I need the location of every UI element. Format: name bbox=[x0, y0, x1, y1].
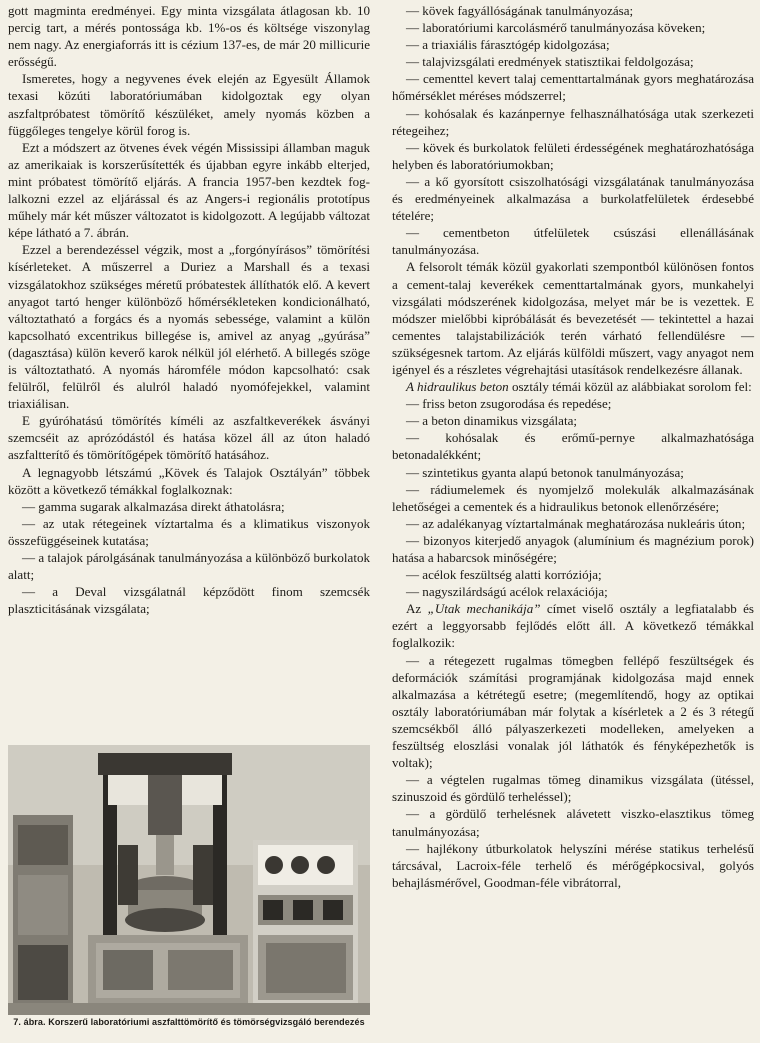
section-lead: „Utak mechanikája” bbox=[427, 601, 541, 617]
section-text: osztály témái közül az alábbiakat sorolom fel: bbox=[508, 379, 752, 395]
list-item: — a gördülő terhelésnek alávetett viszko-elasztikus tömeg tanulmányozása; bbox=[392, 806, 754, 839]
list-item: — kohósalak és kazánpernye felhasználhatósága utak szerkezeti rétegeihez; bbox=[392, 105, 754, 138]
section-utak-mechanikaja bbox=[392, 600, 754, 651]
list-item: — a kő gyorsított csiszolhatósági vizsgálatának tanulmányozása és eredményeinek alkalmazása a burkolatfelületek érdesebbé tételére; bbox=[392, 173, 754, 224]
figure-7-photo bbox=[8, 745, 370, 1015]
list-item: — laboratóriumi karcolásmérő tanulmányozása köveken; bbox=[406, 20, 706, 36]
section-text: címet viselő osztály a legfiatalabb és ezért a leggyorsabb fejlődés előtt áll. A következő témákkal foglalkozik: bbox=[392, 601, 754, 651]
section-lead: A hidraulikus beton bbox=[406, 379, 509, 395]
list-item: — az utak rétegeinek víztartalma és a klimatikus viszonyok összefüggéseinek kutatása; bbox=[8, 515, 370, 548]
list-item: — bizonyos kiterjedő anyagok (alumínium és magnézium porok) hatása a habarcsok minőségére; bbox=[392, 532, 754, 565]
list-item: — kövek fagyállóságának tanulmányozása; bbox=[406, 3, 634, 18]
list-item: — az adalékanyag víztartalmának meghatározása nukleáris úton; bbox=[406, 515, 746, 531]
paragraph-2: Ezt a módszert az ötvenes évek végén Mississipi államban maguk az amerikaiak is korszerűsítették és újabban egyre inkább elterjed, mint próbatest tömörítő eljárás. A francia 1957-ben kezdtek foglalkozni ezzel az eljárással és az Angers-i regionális prototípus műhely már két műszer változatot is kidolgozott. A legújabb változat képe látható a 7. ábrán. bbox=[8, 139, 370, 241]
paragraph-0: gott magminta eredményei. Egy minta vizsgálata átlagosan kb. 10 percig tart, a mérés pontossága kb. 1%-os és költsége viszonylag nem nagy. Az energiaforrás itt is cézium 137-es, de már 20 millicurie erősségű. bbox=[8, 3, 370, 70]
list-item: — a Deval vizsgálatnál képződött finom szemcsék plaszticitásának vizsgálata; bbox=[8, 584, 370, 617]
list-item: — a végtelen rugalmas tömeg dinamikus vizsgálata (ütéssel, szinuszoid és gördülő terheléssel); bbox=[392, 772, 754, 805]
laboratory-machine-photo-icon bbox=[8, 745, 370, 1015]
list-item: — kohósalak és erőmű-pernye alkalmazhatósága betonadalékként; bbox=[392, 430, 754, 463]
left-column bbox=[8, 2, 370, 617]
list-item: — a beton dinamikus vizsgálata; bbox=[406, 413, 578, 429]
list-item: — cementbeton útfelületek csúszási ellenállásának tanulmányozása. bbox=[392, 225, 754, 258]
paragraph-3: Ezzel a berendezéssel végzik, most a „forgónyírásos” tömörítési kísérleteket. A műszerrel a Duriez a Marshall és a texasi vizsgálatokhoz szükséges méretű próbatestek állíthatók elő. A kevert anyagot tartó henger különböző hőmérsékleteken kondicionálható, változtatható a forgács és a nyomás sebessége, valamint a külön kapcsolható excentrikus billegése is, amivel az anyag „gyúrása” (dagasztása) külön keverő karok nélkül jól elérhető. A billegés szöge is változtatható. A nyomás háromféle módon kapcsolható: csak felülről, felülről és alulról haladó nyomófejekkel, valamint triaxiálisan. bbox=[8, 242, 370, 412]
paragraph-1: Ismeretes, hogy a negyvenes évek elején az Egyesült Államok texasi közúti laboratóriumában kidolgoztak egy olyan aszfaltpróbatest tömörítő készüléket, amely nyomás közben a függőleges tengelye körül forog is. bbox=[8, 71, 370, 138]
list-item: — kövek és burkolatok felületi érdességének meghatározhatósága helyben és laboratóriumokban; bbox=[392, 139, 754, 172]
paragraph-4: E gyúróhatású tömörítés kíméli az aszfaltkeverékek ásványi szemcséit az aprózódástól és hatása közel áll az úton haladó aszfaltterítő és tömörítőgépek tömörítő hatásához. bbox=[8, 413, 370, 463]
list-item: — rádiumelemek és nyomjelző molekulák alkalmazásának lehetőségei a cementek és a hidraulikus betonok ellenőrzésére; bbox=[392, 481, 754, 514]
list-item: — a triaxiális fárasztógép kidolgozása; bbox=[406, 37, 610, 53]
list-item: — cementtel kevert talaj cementtartalmának gyors meghatározása hőmérséklet méréses módszerrel; bbox=[392, 71, 754, 104]
figure-caption: 7. ábra. Korszerű laboratóriumi aszfalttömörítő és tömörségvizsgáló berendezés bbox=[13, 1017, 365, 1027]
paragraph-5: A legnagyobb létszámú „Kövek és Talajok Osztályán” többek között a következő témákkal foglalkoznak: bbox=[8, 464, 370, 497]
list-item: — friss beton zsugorodása és repedése; bbox=[406, 396, 612, 412]
list-item: — a talajok párolgásának tanulmányozása a különböző burkolatok alatt; bbox=[8, 550, 370, 583]
section-hidraulikus-beton bbox=[392, 378, 754, 395]
list-item: — nagyszilárdságú acélok relaxációja; bbox=[406, 584, 608, 600]
list-item: — acélok feszültség alatti korróziója; bbox=[406, 567, 602, 583]
list-item: — talajvizsgálati eredmények statisztikai feldolgozása; bbox=[406, 54, 694, 70]
list-item: — a rétegezett rugalmas tömegben fellépő feszültségek és deformációk számítási programjának kidolgozása majd ennek alkalmazása a kétrétegű esetre; (megemlítendő, hogy az optikai osztály laboratóriumában már folytak a kísérletek a 2 és 3 rétegű szemcsékből álló pályaszerkezeti modelleken, amelyeken a feszültség eloszlási vonalak jól láthatók és fényképezhetők is voltak); bbox=[392, 652, 754, 771]
right-column bbox=[392, 2, 754, 891]
section-prefix: Az bbox=[406, 601, 428, 617]
list-item: — szintetikus gyanta alapú betonok tanulmányozása; bbox=[406, 464, 684, 480]
list-item: — hajlékony útburkolatok helyszíni mérése statikus terhelésű tárcsával, Lacroix-féle terhelő és mérőgépkocsival, golyós behajlásmérővel, Goodman-féle vibrátorral, bbox=[392, 840, 754, 890]
paragraph-right-9: A felsorolt témák közül gyakorlati szempontból különösen fontos a cement-talaj keverékek cementtartalmának gyors, munkahelyi vizsgálati módszerének kidolgozása, melyet már be is vezettek. E módszer mielőbbi kipróbálását és bevezetését — tekintettel a hazai cementes talajstabilizációk terén várható fellendülésre — szükségesnek tartom. Az eljárás külföldi műszert, vagy anyagot nem igényel és a részletes végrehajtási utasítások rendelkezésre állanak. bbox=[392, 259, 754, 377]
list-item: — gamma sugarak alkalmazása direkt áthatolásra; bbox=[22, 498, 285, 514]
